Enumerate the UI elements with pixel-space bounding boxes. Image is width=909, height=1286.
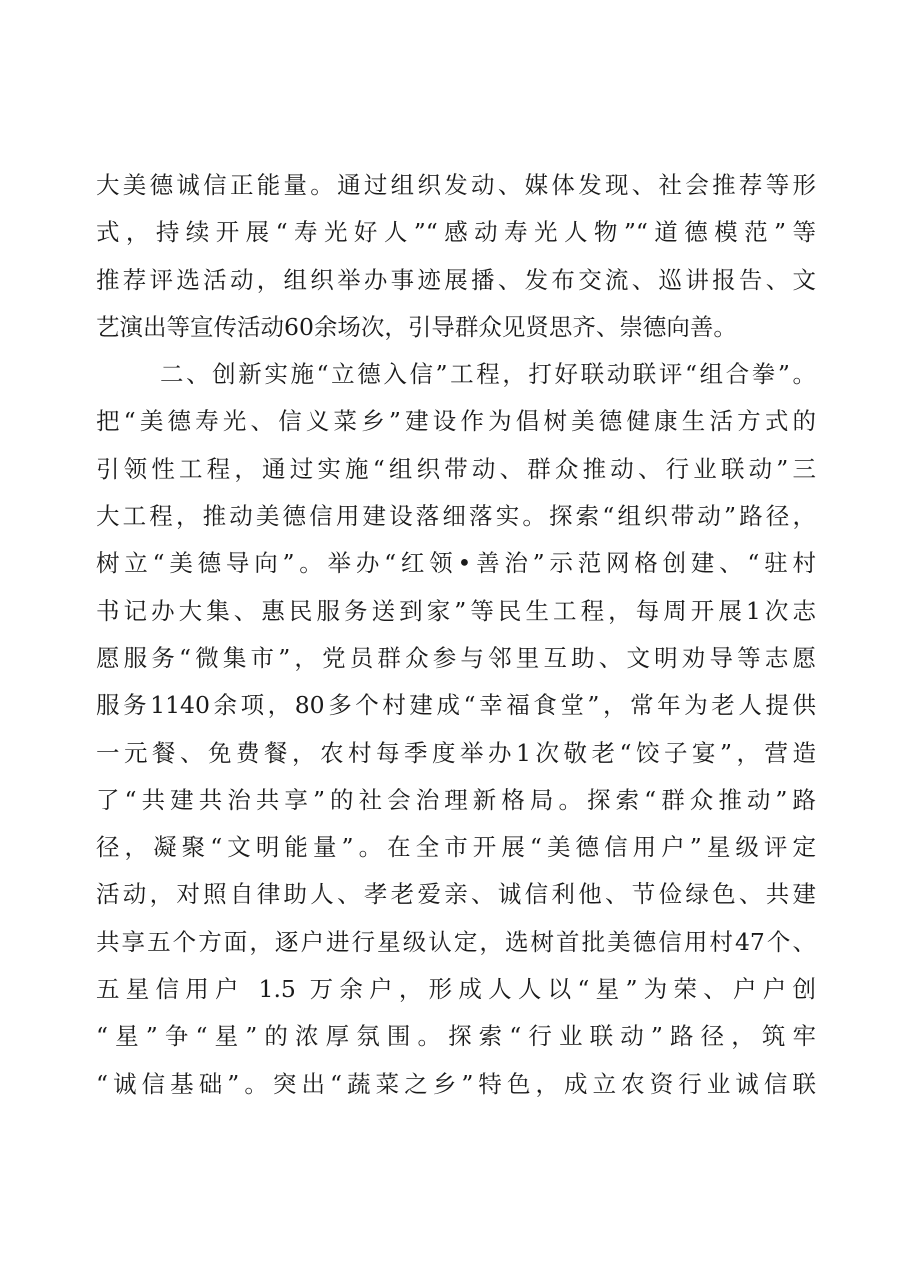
text-line: 大工程，推动美德信用建设落细落实。探索“组织带动”路径， <box>96 502 816 531</box>
text-line: 五星信用户 1.5 万余户，形成人人以“星”为荣、户户创 <box>96 975 816 1004</box>
text-line: 引领性工程，通过实施“组织带动、群众推动、行业联动”三 <box>96 454 816 483</box>
section-heading-line: 二、创新实施“立德入信”工程，打好联动联评“组合拳”。 <box>160 360 816 389</box>
text-line: 把“美德寿光、信义菜乡”建设作为倡树美德健康生活方式的 <box>96 407 816 436</box>
text-line: “诚信基础”。突出“蔬菜之乡”特色，成立农资行业诚信联 <box>96 1069 816 1098</box>
text-line: “星”争“星”的浓厚氛围。探索“行业联动”路径，筑牢 <box>96 1022 816 1051</box>
text-line: 艺演出等宣传活动60余场次，引导群众见贤思齐、崇德向善。 <box>96 312 737 341</box>
body-text <box>96 162 816 1108</box>
text-line: 活动，对照自律助人、孝老爱亲、诚信利他、节俭绿色、共建 <box>96 880 816 909</box>
text-line: 树立“美德导向”。举办“红领•善治”示范网格创建、“驻村 <box>96 549 816 578</box>
text-line: 了“共建共治共享”的社会治理新格局。探索“群众推动”路 <box>96 785 816 814</box>
text-line: 推荐评选活动，组织举办事迹展播、发布交流、巡讲报告、文 <box>96 265 816 294</box>
text-line: 愿服务“微集市”，党员群众参与邻里互助、文明劝导等志愿 <box>96 643 816 672</box>
text-line: 径，凝聚“文明能量”。在全市开展“美德信用户”星级评定 <box>96 833 816 862</box>
text-line: 大美德诚信正能量。通过组织发动、媒体发现、社会推荐等形 <box>96 171 816 199</box>
text-line: 共享五个方面，逐户进行星级认定，选树首批美德信用村47个、 <box>96 927 816 956</box>
text-line: 一元餐、免费餐，农村每季度举办1次敬老“饺子宴”，营造 <box>96 738 816 767</box>
text-line: 服务1140余项，80多个村建成“幸福食堂”，常年为老人提供 <box>96 691 816 720</box>
text-line: 式，持续开展“寿光好人”“感动寿光人物”“道德模范”等 <box>96 218 816 247</box>
text-line: 书记办大集、惠民服务送到家”等民生工程，每周开展1次志 <box>96 596 816 625</box>
